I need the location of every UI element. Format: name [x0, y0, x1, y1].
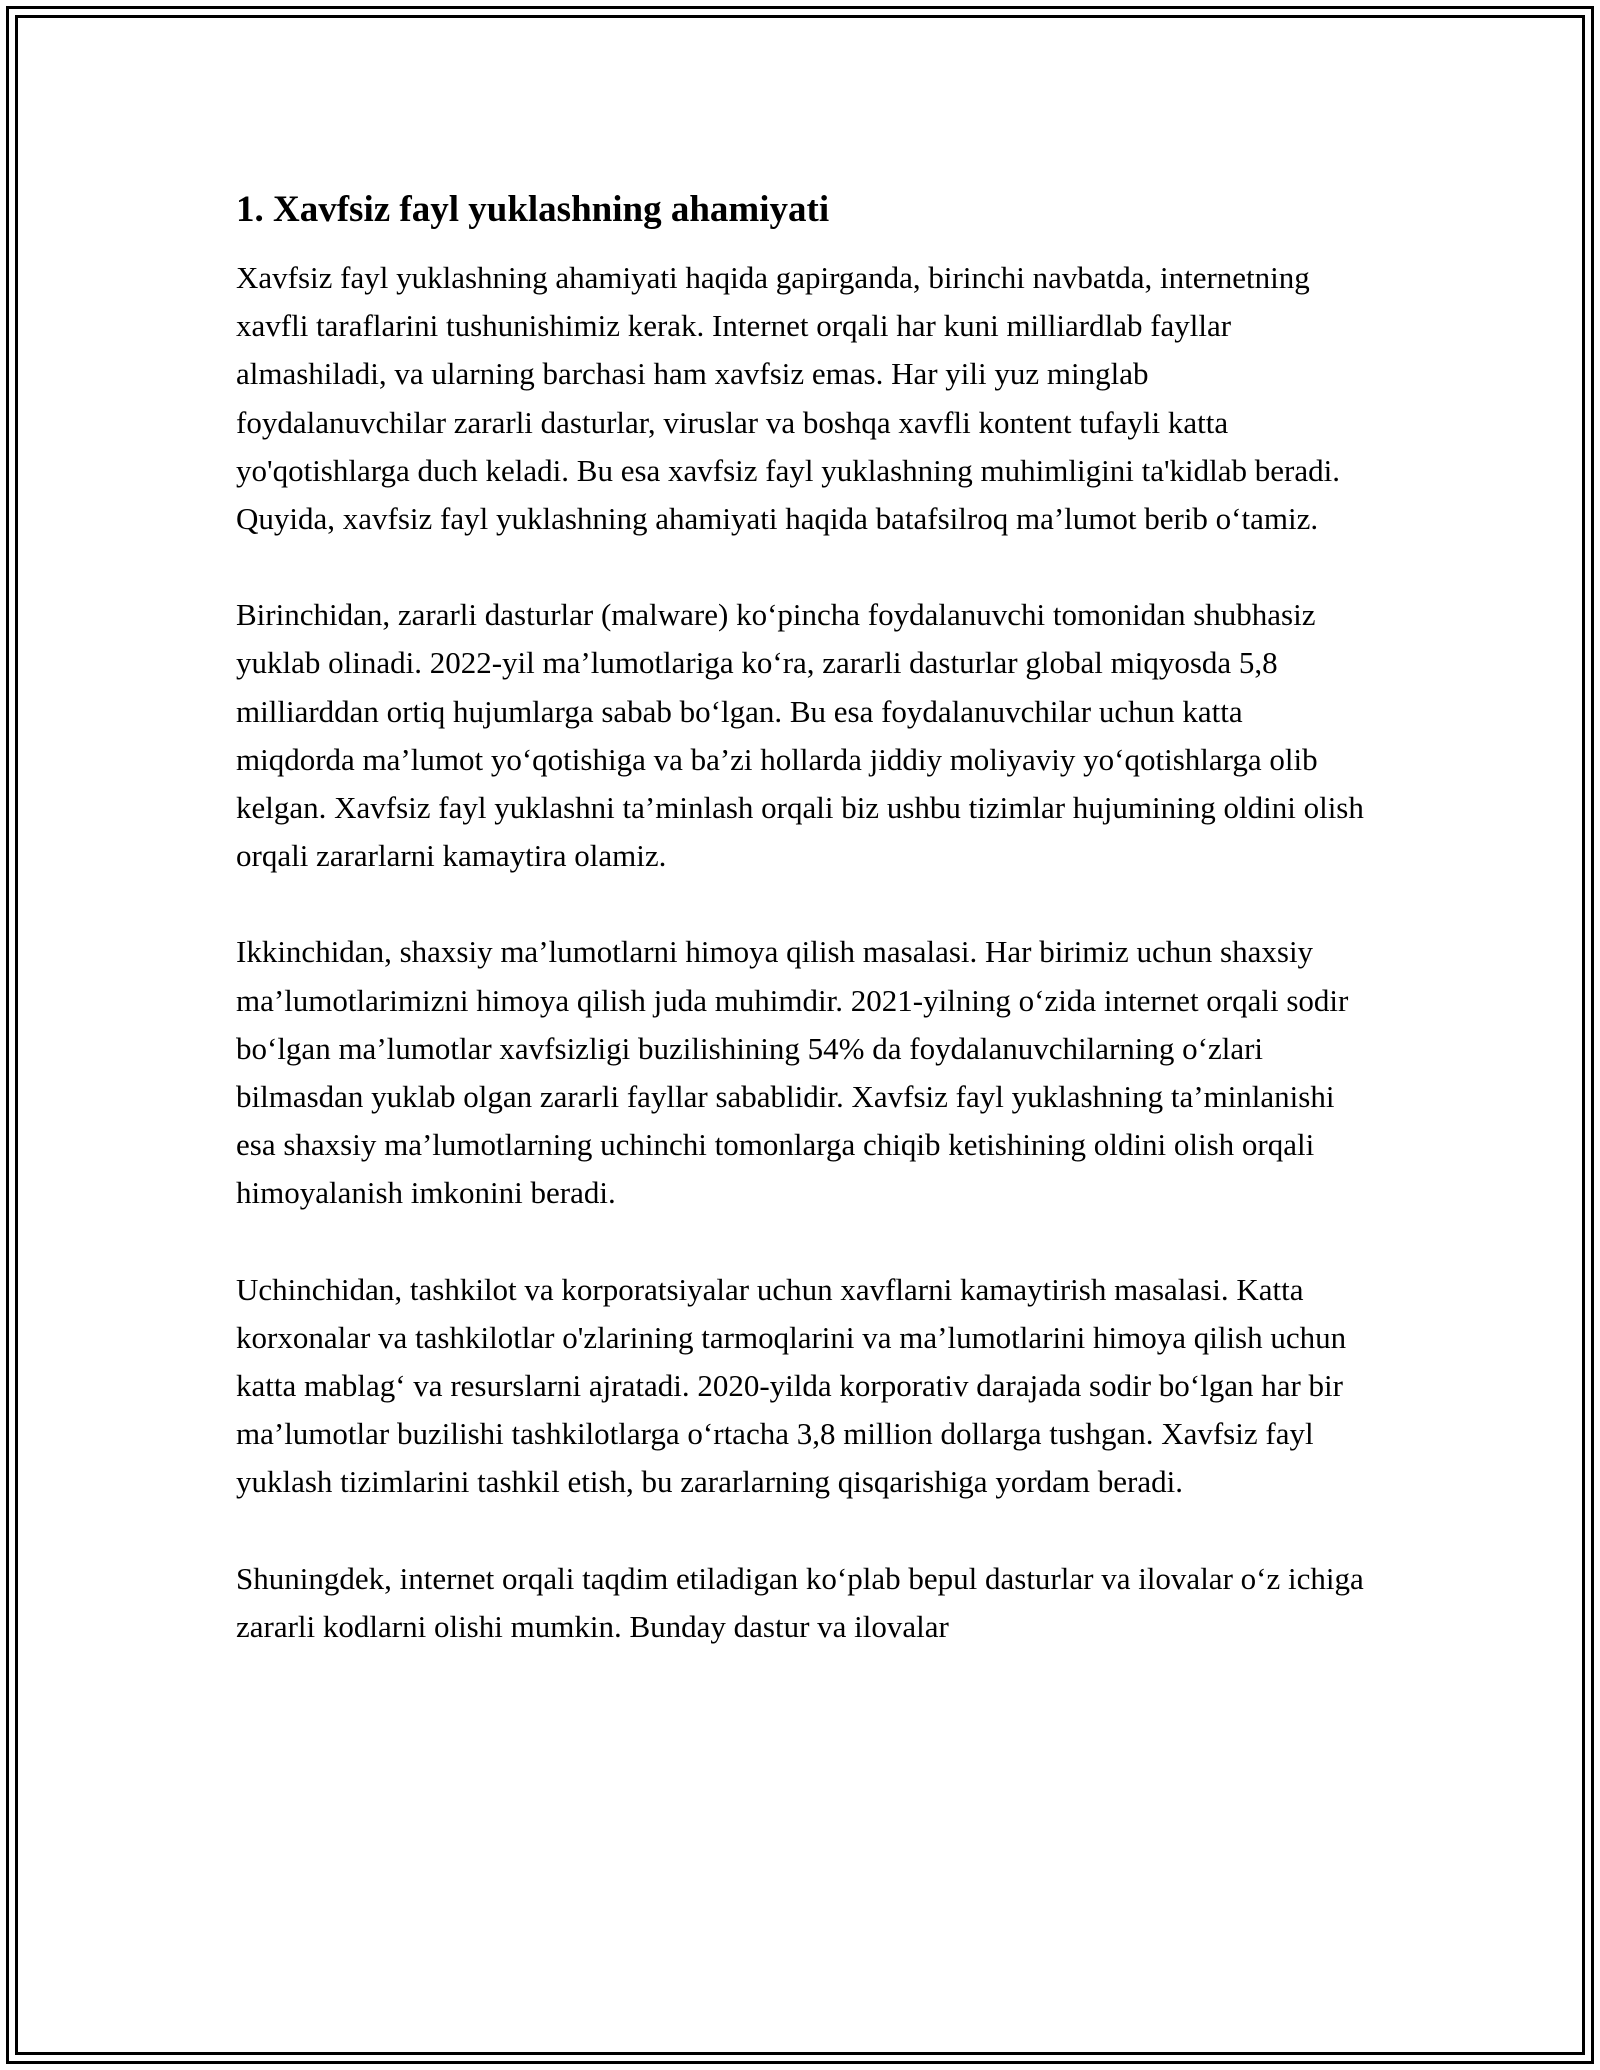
section-heading: 1. Xavfsiz fayl yuklashning ahamiyati: [236, 189, 830, 230]
paragraph-first-point: Birinchidan, zararli dasturlar (malware) ko‘pincha foydalanuvchi tomonidan shubhasiz yuklab olinadi. 2022-yil ma’lumotlariga ko‘ra, zararli dasturlar global miqyosda 5,8 milliarddan ortiq hujumlarga sabab bo‘lgan. Bu esa foydalanuvchilar uchun katta miqdorda ma’lumot yo‘qotishiga va ba’zi hollarda jiddiy moliyaviy yo‘qotishlarga olib kelgan. Xavfsiz fayl yuklashni ta’minlash orqali biz ushbu tizimlar hujumining oldini olish orqali zararlarni kamaytira olamiz.: [236, 597, 1364, 874]
paragraph-continuation: Shuningdek, internet orqali taqdim etiladigan ko‘plab bepul dasturlar va ilovalar o‘z ichiga zararli kodlarni olishi mumkin. Bunday dastur va ilovalar: [236, 1560, 1364, 1644]
paragraph-second-point: Ikkinchidan, shaxsiy ma’lumotlarni himoya qilish masalasi. Har birimiz uchun shaxsiy ma’lumotlarimizni himoya qilish juda muhimdir. 2021-yilning o‘zida internet orqali sodir bo‘lgan ma’lumotlar xavfsizligi buzilishining 54% da foydalanuvchilarning o‘zlari bilmasdan yuklab olgan zararli fayllar sabablidir. Xavfsiz fayl yuklashning ta’minlanishi esa shaxsiy ma’lumotlarning uchinchi tomonlarga chiqib ketishining oldini olish orqali himoyalanish imkonini beradi.: [236, 934, 1349, 1211]
paragraph-intro: Xavfsiz fayl yuklashning ahamiyati haqida gapirganda, birinchi navbatda, internetning xavfli taraflarini tushunishimiz kerak. Internet orqali har kuni milliardlab fayllar almashiladi, va ularning barchasi ham xavfsiz emas. Har yili yuz minglab foydalanuvchilar zararli dasturlar, viruslar va boshqa xavfli kontent tufayli katta yo'qotishlarga duch keladi. Bu esa xavfsiz fayl yuklashning muhimligini ta'kidlab beradi. Quyida, xavfsiz fayl yuklashning ahamiyati haqida batafsilroq ma’lumot berib o‘tamiz.: [236, 260, 1340, 537]
document-body: [236, 186, 1366, 1699]
paragraph-third-point: Uchinchidan, tashkilot va korporatsiyalar uchun xavflarni kamaytirish masalasi. Katta korxonalar va tashkilotlar o'zlarining tarmoqlarini va ma’lumotlarini himoya qilish uchun katta mablag‘ va resurslarni ajratadi. 2020-yilda korporativ darajada sodir bo‘lgan har bir ma’lumotlar buzilishi tashkilotlarga o‘rtacha 3,8 million dollarga tushgan. Xavfsiz fayl yuklash tizimlarini tashkil etish, bu zararlarning qisqarishiga yordam beradi.: [236, 1271, 1347, 1500]
